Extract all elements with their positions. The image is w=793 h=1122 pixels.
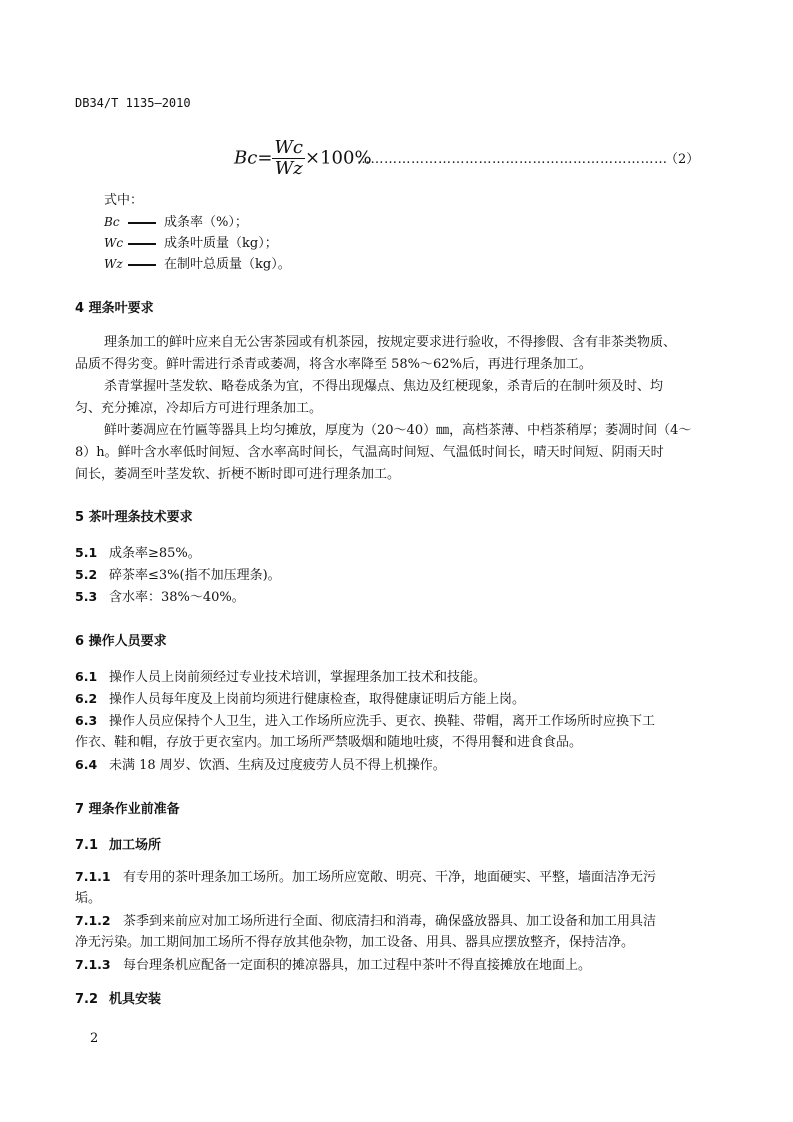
section-4-line: 理条加工的鲜叶应来自无公害茶园或有机茶园，按规定要求进行验收，不得掺假、含有非茶类物质、	[104, 335, 677, 350]
subsection-7-2-heading	[75, 988, 161, 1007]
where-item	[104, 211, 248, 234]
formula-fraction	[272, 138, 305, 179]
where-desc: 在制叶总质量（kg）。	[164, 257, 291, 272]
section-4-line: 匀、充分摊凉，冷却后方可进行理条加工。	[75, 401, 323, 416]
em-dash-rule	[128, 264, 156, 266]
clause-text: 未满 18 周岁、饮酒、生病及过度疲劳人员不得上机操作。	[109, 758, 446, 773]
section-4-line: 杀青掌握叶茎发软、略卷成条为宜，不得出现爆点、焦边及红梗现象，杀青后的在制叶须及时、均	[104, 379, 664, 394]
formula-equals: =	[257, 147, 273, 169]
em-dash-rule	[128, 243, 156, 245]
section-6-item	[75, 754, 446, 777]
section-4-line: 间长，萎凋至叶茎发软、折梗不断时即可进行理条加工。	[75, 467, 401, 482]
page-number: 2	[90, 1031, 99, 1046]
clause-text: 操作人员应保持个人卫生，进入工作场所应洗手、更衣、换鞋、带帽，离开工作场所时应换下工	[109, 714, 656, 729]
clause-number: 7.1.1	[75, 869, 111, 884]
section-7-heading: 7 理条作业前准备	[75, 802, 180, 817]
section-7-item	[75, 954, 591, 977]
where-desc: 成条叶质量（kg）；	[164, 236, 278, 251]
section-5-item	[75, 542, 201, 565]
clause-number: 6.2	[75, 691, 98, 706]
clause-text: 成条率≥85%。	[109, 546, 201, 561]
section-7-item-continuation: 垢。	[75, 891, 102, 906]
subsection-number: 7.2	[75, 992, 99, 1007]
where-item	[104, 232, 278, 255]
clause-text: 操作人员每年度及上岗前均须进行健康检查，取得健康证明后方能上岗。	[109, 692, 526, 707]
clause-number: 6.1	[75, 669, 98, 684]
formula-numerator: Wc	[274, 137, 303, 158]
where-label: 式中：	[104, 193, 144, 208]
formula	[234, 138, 372, 179]
section-4-heading: 4 理条叶要求	[75, 301, 154, 316]
formula-times: ×100%	[305, 147, 372, 169]
clause-number: 7.1.3	[75, 957, 111, 972]
section-4-line: 鲜叶萎凋应在竹匾等器具上均匀摊放，厚度为（20～40）㎜，高档茶薄、中档茶稍厚；萎凋时间（4～	[104, 423, 692, 438]
clause-text: 每台理条机应配备一定面积的摊凉器具，加工过程中茶叶不得直接摊放在地面上。	[123, 958, 592, 973]
subsection-title: 加工场所	[109, 838, 162, 853]
where-desc: 成条率（%）；	[164, 215, 248, 230]
section-6-heading: 6 操作人员要求	[75, 634, 167, 649]
clause-text: 有专用的茶叶理条加工场所。加工场所应宽敞、明亮、干净，地面硬实、平整，墙面洁净无污	[123, 870, 657, 885]
section-5-item	[75, 586, 245, 609]
section-6-item	[75, 666, 486, 689]
where-var: Wc	[104, 236, 124, 250]
document-code: DB34/T 1135—2010	[75, 96, 191, 110]
section-4-line: 品质不得劣变。鲜叶需进行杀青或萎凋，将含水率降至 58%～62%后，再进行理条加工。	[75, 357, 592, 372]
clause-text: 含水率：38%～40%。	[109, 590, 245, 605]
where-var: Bc	[104, 215, 120, 229]
clause-text: 碎茶率≤3%(指不加压理条)。	[109, 568, 281, 583]
section-5-heading: 5 茶叶理条技术要求	[75, 510, 193, 525]
section-7-item	[75, 866, 656, 889]
section-6-item	[75, 710, 655, 733]
subsection-title: 机具安装	[109, 992, 162, 1007]
section-4-line: 8）h。鲜叶含水率低时间短、含水率高时间长，气温高时间短、气温低时间长，晴天时间短、阴雨天时	[75, 445, 664, 460]
clause-text: 茶季到来前应对加工场所进行全面、彻底清扫和消毒，确保盛放器具、加工设备和加工用具洁	[123, 914, 657, 929]
clause-number: 5.3	[75, 589, 98, 604]
clause-number: 7.1.2	[75, 913, 111, 928]
em-dash-rule	[128, 222, 156, 224]
section-7-item-continuation: 净无污染。加工期间加工场所不得存放其他杂物，加工设备、用具、器具应摆放整齐，保持洁净。	[75, 935, 635, 950]
clause-number: 6.3	[75, 713, 98, 728]
clause-number: 6.4	[75, 757, 98, 772]
subsection-number: 7.1	[75, 838, 99, 853]
formula-number: （2）	[665, 152, 700, 167]
section-6-item	[75, 688, 525, 711]
clause-text: 操作人员上岗前须经过专业技术培训，掌握理条加工技术和技能。	[109, 670, 487, 685]
section-6-item-continuation: 作衣、鞋和帽，存放于更衣室内。加工场所严禁吸烟和随地吐痰，不得用餐和进食食品。	[75, 735, 583, 750]
section-7-item	[75, 910, 656, 933]
where-item	[104, 253, 291, 276]
where-var: Wz	[104, 257, 123, 271]
formula-leader-dots: ……………………………………………………………	[357, 152, 668, 167]
clause-number: 5.1	[75, 545, 98, 560]
section-5-item	[75, 564, 281, 587]
formula-denominator: Wz	[274, 158, 303, 179]
subsection-7-1-heading	[75, 834, 161, 853]
clause-number: 5.2	[75, 567, 98, 582]
formula-lhs: Bc	[234, 147, 258, 169]
